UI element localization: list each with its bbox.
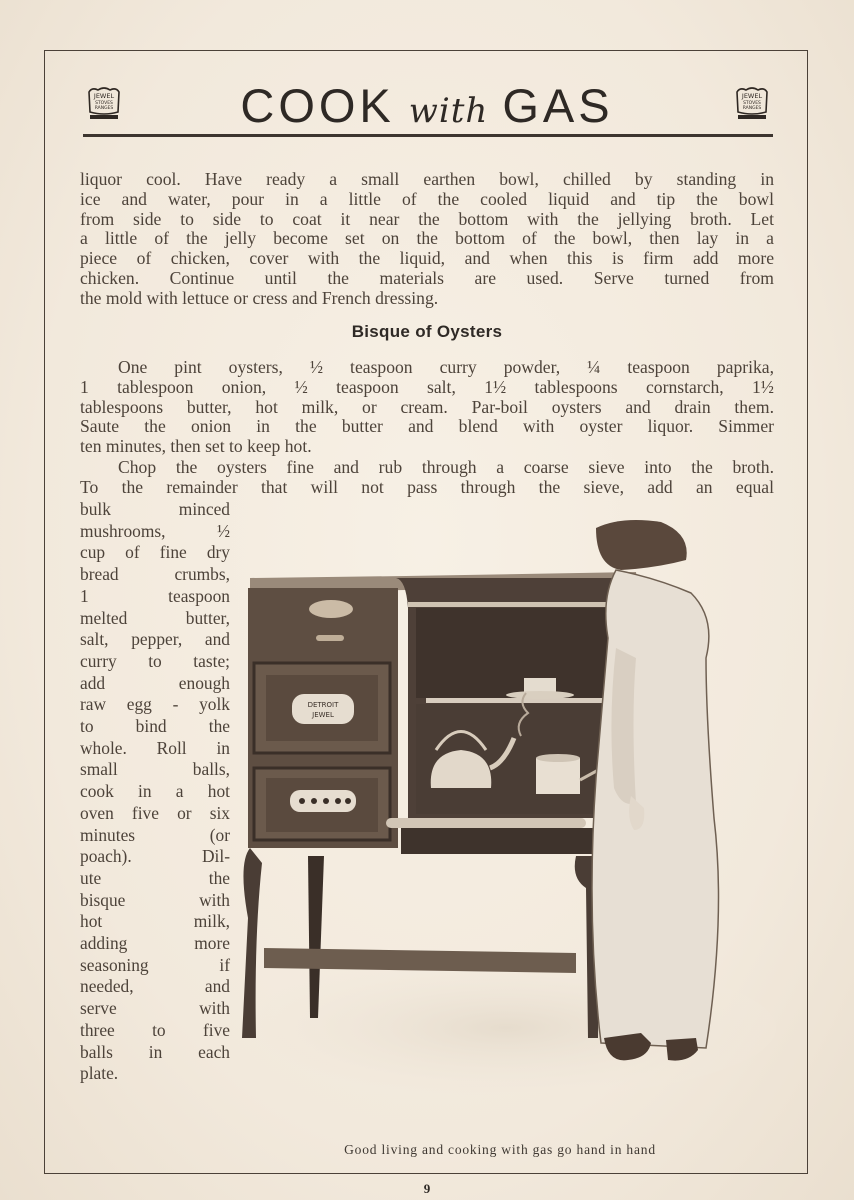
- column-line: three to five: [80, 1019, 230, 1040]
- emblem-text-3: RANGES: [742, 106, 762, 111]
- column-line: cook in a hot: [80, 781, 230, 802]
- column-line: needed, and: [80, 976, 230, 997]
- emblem-text-2: STOVES: [95, 101, 113, 106]
- paragraph-3-column: [80, 499, 230, 1085]
- paragraph-3: [80, 458, 774, 498]
- oven-plate-text-2: JEWEL: [312, 711, 334, 719]
- title-with: with: [408, 91, 489, 131]
- column-line: curry to taste;: [80, 650, 230, 671]
- paragraph-2: [80, 358, 774, 457]
- column-line: raw egg - yolk: [80, 694, 230, 715]
- column-line: plate.: [80, 1063, 119, 1084]
- column-line: minutes (or: [80, 824, 230, 845]
- title-cook: COOK: [240, 79, 395, 132]
- oven-plate-text-1: DETROIT: [307, 701, 339, 709]
- text-line: To the remainder that will not pass through the sieve, add an equal: [80, 476, 774, 497]
- column-line: small balls,: [80, 759, 230, 780]
- column-line: whole. Roll in: [80, 737, 230, 758]
- text-line: 1 tablespoon onion, ½ teaspoon salt, 1½ tablespoons cornstarch, 1½: [80, 376, 774, 397]
- text-line: ice and water, pour in a little of the cooled liquid and tip the bowl: [80, 188, 774, 209]
- column-line: bread crumbs,: [80, 564, 230, 585]
- column-line: balls in each: [80, 1041, 230, 1062]
- text-line: piece of chicken, cover with the liquid, and when this is firm add more: [80, 248, 774, 269]
- column-line: 1 teaspoon: [80, 585, 230, 606]
- text-line: a little of the jelly become set on the bottom of the bowl, then lay in a: [80, 228, 774, 249]
- column-line: mushrooms, ½: [80, 520, 230, 541]
- column-line: oven five or six: [80, 802, 230, 823]
- column-line: melted butter,: [80, 607, 230, 628]
- column-line: cup of fine dry: [80, 542, 230, 563]
- header: [80, 78, 774, 134]
- text-line: tablespoons butter, hot milk, or cream. Par-boil oysters and drain them.: [80, 396, 774, 417]
- emblem-text-2: STOVES: [743, 101, 761, 106]
- column-line: add enough: [80, 672, 230, 693]
- column-line: adding more: [80, 933, 230, 954]
- jewel-emblem-icon: [732, 84, 772, 124]
- title-gas: GAS: [502, 79, 614, 132]
- image-caption: Good living and cooking with gas go hand in hand: [344, 1142, 656, 1157]
- column-line: bisque with: [80, 889, 230, 910]
- page-number: 9: [423, 1181, 431, 1196]
- column-line: salt, pepper, and: [80, 629, 230, 650]
- text-line: Chop the oysters fine and rub through a coarse sieve into the broth.: [118, 457, 774, 477]
- column-line: bulk minced: [80, 499, 230, 519]
- text-line: from side to side to coat it near the bottom with the jellying broth. Let: [80, 208, 774, 229]
- paragraph-1: [80, 170, 774, 309]
- emblem-text-3: RANGES: [94, 106, 114, 111]
- column-line: ute the: [80, 867, 230, 888]
- stove-illustration: [236, 518, 776, 1098]
- column-line: serve with: [80, 998, 230, 1019]
- text-line: chicken. Continue until the materials are used. Serve turned from: [80, 267, 774, 288]
- emblem-text-1: JEWEL: [741, 92, 763, 100]
- header-rule: [83, 134, 773, 137]
- woman-figure: [592, 520, 719, 1061]
- recipe-heading: Bisque of Oysters: [351, 322, 503, 341]
- text-line: the mold with lettuce or cress and French dressing.: [80, 287, 439, 308]
- column-line: to bind the: [80, 716, 230, 737]
- column-line: poach). Dil-: [80, 846, 230, 867]
- text-line: One pint oysters, ½ teaspoon curry powder, ¼ teaspoon paprika,: [118, 357, 774, 377]
- column-line: seasoning if: [80, 954, 230, 975]
- column-line: hot milk,: [80, 911, 230, 932]
- emblem-text-1: JEWEL: [93, 92, 115, 100]
- text-line: liquor cool. Have ready a small earthen bowl, chilled by standing in: [80, 169, 774, 189]
- text-line: Saute the onion in the butter and blend with oyster liquor. Simmer: [80, 416, 774, 437]
- text-line: ten minutes, then set to keep hot.: [80, 436, 312, 457]
- page-title: [80, 78, 774, 139]
